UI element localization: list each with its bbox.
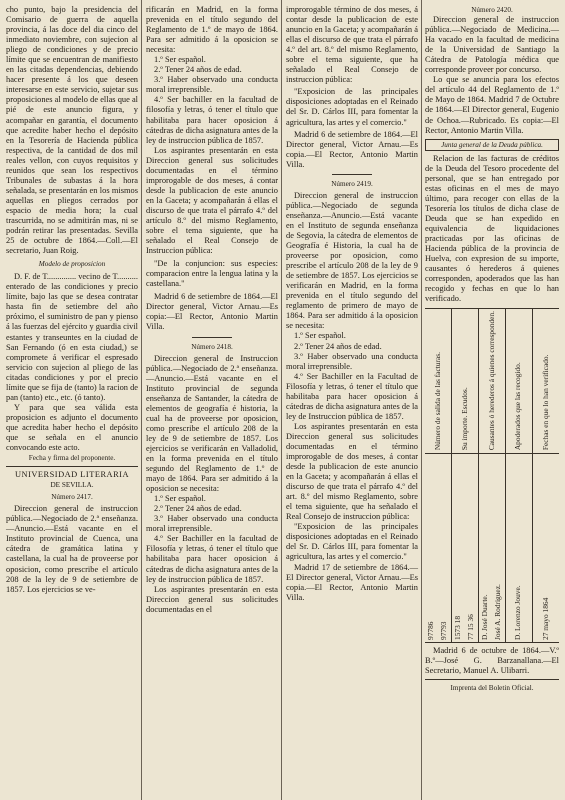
list-item: 3.º Haber observado una conducta moral irreprensible. bbox=[286, 351, 418, 371]
table-cell: 97786 97793 bbox=[426, 621, 449, 640]
table-cell: D. Lorenzo Jouve. bbox=[505, 453, 532, 642]
list-item: 4.º Ser Bachiller en la Facultad de Filosofía y letras, ó tener el título que habilitaba para hacer oposicion á cátedras de dicha asignatura antes de la ley de Instruccion pública de 1857. bbox=[286, 371, 418, 421]
column-2 bbox=[146, 5, 278, 615]
paragraph: improrogable término de dos meses, á contar desde la publicacion de este anuncio en la Gaceta; y acompañarán á ellas el discurso de que trata el párrafo 4.º del art. 8.º del mismo Reglamento, sobre el tema siguiente, que ha señalado el Real Consejo de instruccion pública: bbox=[286, 5, 418, 85]
paragraph: Los aspirantes presentarán en esta Direccion general sus solicitudes documentadas en el término improrogable de dos meses, á contar desde la publicacion de este anuncio en la Gaceta; y acompañarán á ellas el discurso de que trata el párrafo 4.º del artículo 8.º del mismo Reglamento, sobre el tema siguiente, que ha señalado el Real Consejo de Instruccion pública: bbox=[146, 145, 278, 256]
table-header-cell: Fechas en que lo han verificado. bbox=[532, 309, 559, 453]
notice-number: Número 2420. bbox=[471, 6, 513, 14]
table-header-cell: Su importe. Escudos. bbox=[452, 309, 479, 453]
list-item: 1.º Ser español. bbox=[154, 494, 206, 504]
paragraph: D. F. de T.............. vecino de T.......... enterado de las condiciones y precio límite, bajo las que se desea contratar hasta fin de setiembre del año próximo, el suministro de pan y pienso á las fuerzas del ejército y guardia civil estantes y transeuntes en la ciudad de San Fernando (ó en esta ciudad,) se compromete á verificar el espresado servicio con sujecion al pliego de las citadas condiciones y por el precio límite que se fija de (tanto) la racion de pan (tanto) etc., etc. (ó tanto). bbox=[6, 272, 138, 402]
signature-note: Fecha y firma del proponente. bbox=[28, 454, 116, 463]
paragraph: rificarán en Madrid, en la forma prevenida en el título segundo del Reglamento de 1.º de mayo de 1864. Para ser admitido á la oposicion se necesita: bbox=[146, 5, 278, 55]
column-rule bbox=[281, 0, 282, 800]
list-item: 4.º Ser bachiller en la facultad de filosofía y letras, ó tener el título que habilitaba para hacer oposicion á cátedras de dicha asignatura antes de la ley de instruccion pública de 1857. bbox=[146, 95, 278, 145]
paragraph: Madrid 6 de octubre de 1864.—V.º B.º—José G. Barzanallana.—El Secretario, Manuel A. Ulibarri. bbox=[425, 645, 559, 675]
paragraph: Madrid 6 de setiembre de 1864.—El Director general, Victor Arnau.—Es copia.—El Rector, Antonio Martin Villa. bbox=[286, 129, 418, 169]
section-heading: Junta general de la Deuda pública. bbox=[441, 140, 543, 149]
paragraph: Los aspirantes presentarán en esta Direccion general sus solicitudes documentadas en el bbox=[146, 584, 278, 614]
section-heading: Modelo de proposicion bbox=[38, 260, 106, 269]
paragraph: Madrid 17 de setiembre de 1864.—El Director general, Victor Arnau.—Es copia.—El Rector, Antonio Martin Villa. bbox=[286, 562, 418, 602]
paragraph: Direccion general de instruccion pública.—Negociado de segunda enseñanza.—Anuncio.—Está vacante en el Instituto de segunda enseñanza de Segovia, la cátedra de elementos de Geografía é Historia, la cual ha de proveerse por oposicion, como prescribe el artículo 208 de la ley de 9 de setiembre de 1857. Los ejercicios se verificarán en Madrid, en la forma prevenida en el título segundo del reglamento de primero de mayo de 1864. Para ser admitido á la oposicion se necesita: bbox=[286, 190, 418, 331]
column-rule bbox=[141, 0, 142, 800]
table-header-cell: Número de salida de las facturas. bbox=[425, 309, 452, 453]
list-item: 1.º Ser español. bbox=[294, 331, 346, 341]
table-header-row bbox=[425, 309, 559, 453]
paragraph: Relacion de las facturas de créditos de la Deuda del Tesoro procedente del personal, que se han entregado por estas oficinas en el mes de mayo último, para recoger con ellas de la Tesorería los títulos de dicha clase de Deuda que se han expedido en equivalencia de liquidaciones practicadas por las oficinas de Hacienda pública de la provincia de Huelva, con expresion de su importe, causantes ó herederos á quienes corresponden, apoderados que las han recogido y fechas en que lo han verificado. bbox=[425, 153, 559, 304]
list-item: 3.º Haber observado una conducta moral irreprensible. bbox=[146, 75, 278, 95]
credits-table bbox=[425, 308, 559, 642]
list-item: 4.º Ser Bachiller en la facultad de Filosofía y letras, ó tener el título que habilitaba para hacer oposicion á cátedras de dicha asignatura antes de la ley de instruccion pública de 1857. bbox=[146, 534, 278, 584]
paragraph: Direccion general de Instruccion pública.—Negociado de 2.ª enseñanza.—Anuncio.—Está vacante en el Instituto provincial de segunda enseñanza de Santander, la cátedra de elementos de geografía é historia, la cual ha de proveerse por oposicion, como prescribe el artículo 208 de la ley de 9 de setiembre de 1857. Los ejercicios se verificarán en Valladolid, en la forma prevenida en el título segundo del Reglamento de 1.º de mayo de 1864. Para ser admitido á la oposicion se necesita: bbox=[146, 353, 278, 494]
divider bbox=[6, 466, 138, 467]
notice-number: Número 2417. bbox=[51, 493, 93, 502]
column-4 bbox=[425, 5, 559, 693]
column-rule bbox=[421, 0, 422, 800]
table-header-cell: Apoderados que las recogido. bbox=[505, 309, 532, 453]
table-cell: D. José Duarte. José A. Rodriguez. bbox=[479, 453, 506, 642]
institution-subtitle: DE SEVILLA. bbox=[50, 481, 94, 490]
list-item: 2.º Tener 24 años de edad. bbox=[154, 504, 242, 514]
quoted-topic: "Exposicion de las principales disposiciones adoptadas en el Reinado del Sr. D. Cárlos III, para fomentar la agricultura, las artes y el comercio." bbox=[286, 87, 418, 127]
list-item: 2.º Tener 24 años de edad. bbox=[294, 341, 382, 351]
column-3 bbox=[286, 5, 418, 603]
quoted-topic: "Exposicion de las principales disposiciones adoptadas en el Reinado del Sr. D. Cárlos III, para fomentar la agricultura, las artes y el comercio." bbox=[286, 522, 418, 562]
table-cell: 27 mayo 1864 bbox=[532, 453, 559, 642]
paragraph: cho punto, bajo la presidencia del Comisario de guerra de aquella provincia, á las doce del dia cinco del inmediato noviembre, con sujecion al pliego de condiciones y de precio límite que se encuentran de manifiesto en las citadas dependencias, debiendo hacer presente á los que deseen interesarse en este servicio, sujetar sus proposiciones al modelo de ellas que al pié de este anuncio figura, y acompañar en garantía, el documento que acredite haber hecho el depósito en la Tesorería de Hacienda pública respectiva, de la cantidad de dos mil reales vellon, con cuyos requisitos y reunidos que sean los respectivos Tribunales de subastas á la hora señalada, se presentarán en los mismos aquellas en pliegos cerrados por espacio de media hora; la cual trascurrida, no se admitirán mas, ni se podrán retirar las presentadas. Sevilla 25 de octubre de 1864.—Coll.—El secretario, Juan Roig. bbox=[6, 5, 138, 256]
paragraph: Y para que sea válida esta proposicion es adjunto el documento que acredita haber hecho el depósito que se señala en el anuncio convocando este acto. bbox=[6, 402, 138, 453]
paragraph: Lo que se anuncia para los efectos del artículo 44 del Reglamento de 1.º de Mayo de 1864. Madrid 7 de Octubre de 1864.—El Director general, Eugenio de Ochoa.—Rubricado. Es copia:—El Rector, Antonio Martin Villa. bbox=[425, 75, 559, 135]
institution-title: UNIVERSIDAD LITERARIA bbox=[14, 470, 129, 480]
paragraph: Direccion general de instruccion pública.—Negociado de Medicina.—Ha vacado en la facultad de medicina de la Universidad de Santiago la Cátedra de Patología médica que corresponde proveer por concurso. bbox=[425, 15, 559, 75]
table-header-cell: Causantes ó herederos á quienes corresponden. bbox=[479, 309, 506, 453]
list-item: 1.º Ser español. bbox=[154, 55, 206, 65]
column-1 bbox=[6, 5, 138, 595]
list-item: 3.º Haber observado una conducta moral irreprensible. bbox=[146, 514, 278, 534]
paragraph: Madrid 6 de setiembre de 1864.—El Director general, Victor Arnau.—Es copia:—El Rector, Antonio Martin Villa. bbox=[146, 292, 278, 332]
paragraph: Direccion general de instruccion pública.—Negociado de 2.ª enseñanza.—Anuncio.—Está vacante en el Instituto provincial de Cuenca, una cátedra de gramática latina y castellana, la cual ha de proveerse por oposicion, como prescribe el artículo 208 de la ley de 9 de setiembre de 1857. Los ejercicios se ve- bbox=[6, 504, 138, 594]
section-heading-box bbox=[425, 139, 559, 151]
printer-imprint: Imprenta del Boletin Oficial. bbox=[450, 683, 534, 692]
notice-number: Número 2418. bbox=[191, 342, 233, 351]
divider bbox=[332, 174, 372, 175]
paragraph: Los aspirantes presentarán en esta Direccion general sus solicitudes documentadas en el término improrogable de dos meses, á contar desde la publicacion de este anuncio en la Gaceta; y acompañarán á ellas el discurso de que trata el párrafo 4.º del art. 8.º del mismo Reglamento, sobre el tema siguiente, que ha señalado el Real Consejo de instruccion pública: bbox=[286, 421, 418, 522]
quoted-topic: "De la conjuncion: sus especies: comparacion entre la lengua latina y la castellana." bbox=[146, 259, 278, 289]
table-row bbox=[425, 453, 559, 642]
divider bbox=[192, 337, 232, 338]
divider bbox=[425, 679, 559, 680]
table-cell: 1573 18 77 15 36 bbox=[452, 453, 479, 642]
notice-number: Número 2419. bbox=[331, 179, 373, 188]
list-item: 2.º Tener 24 años de edad. bbox=[154, 65, 242, 75]
